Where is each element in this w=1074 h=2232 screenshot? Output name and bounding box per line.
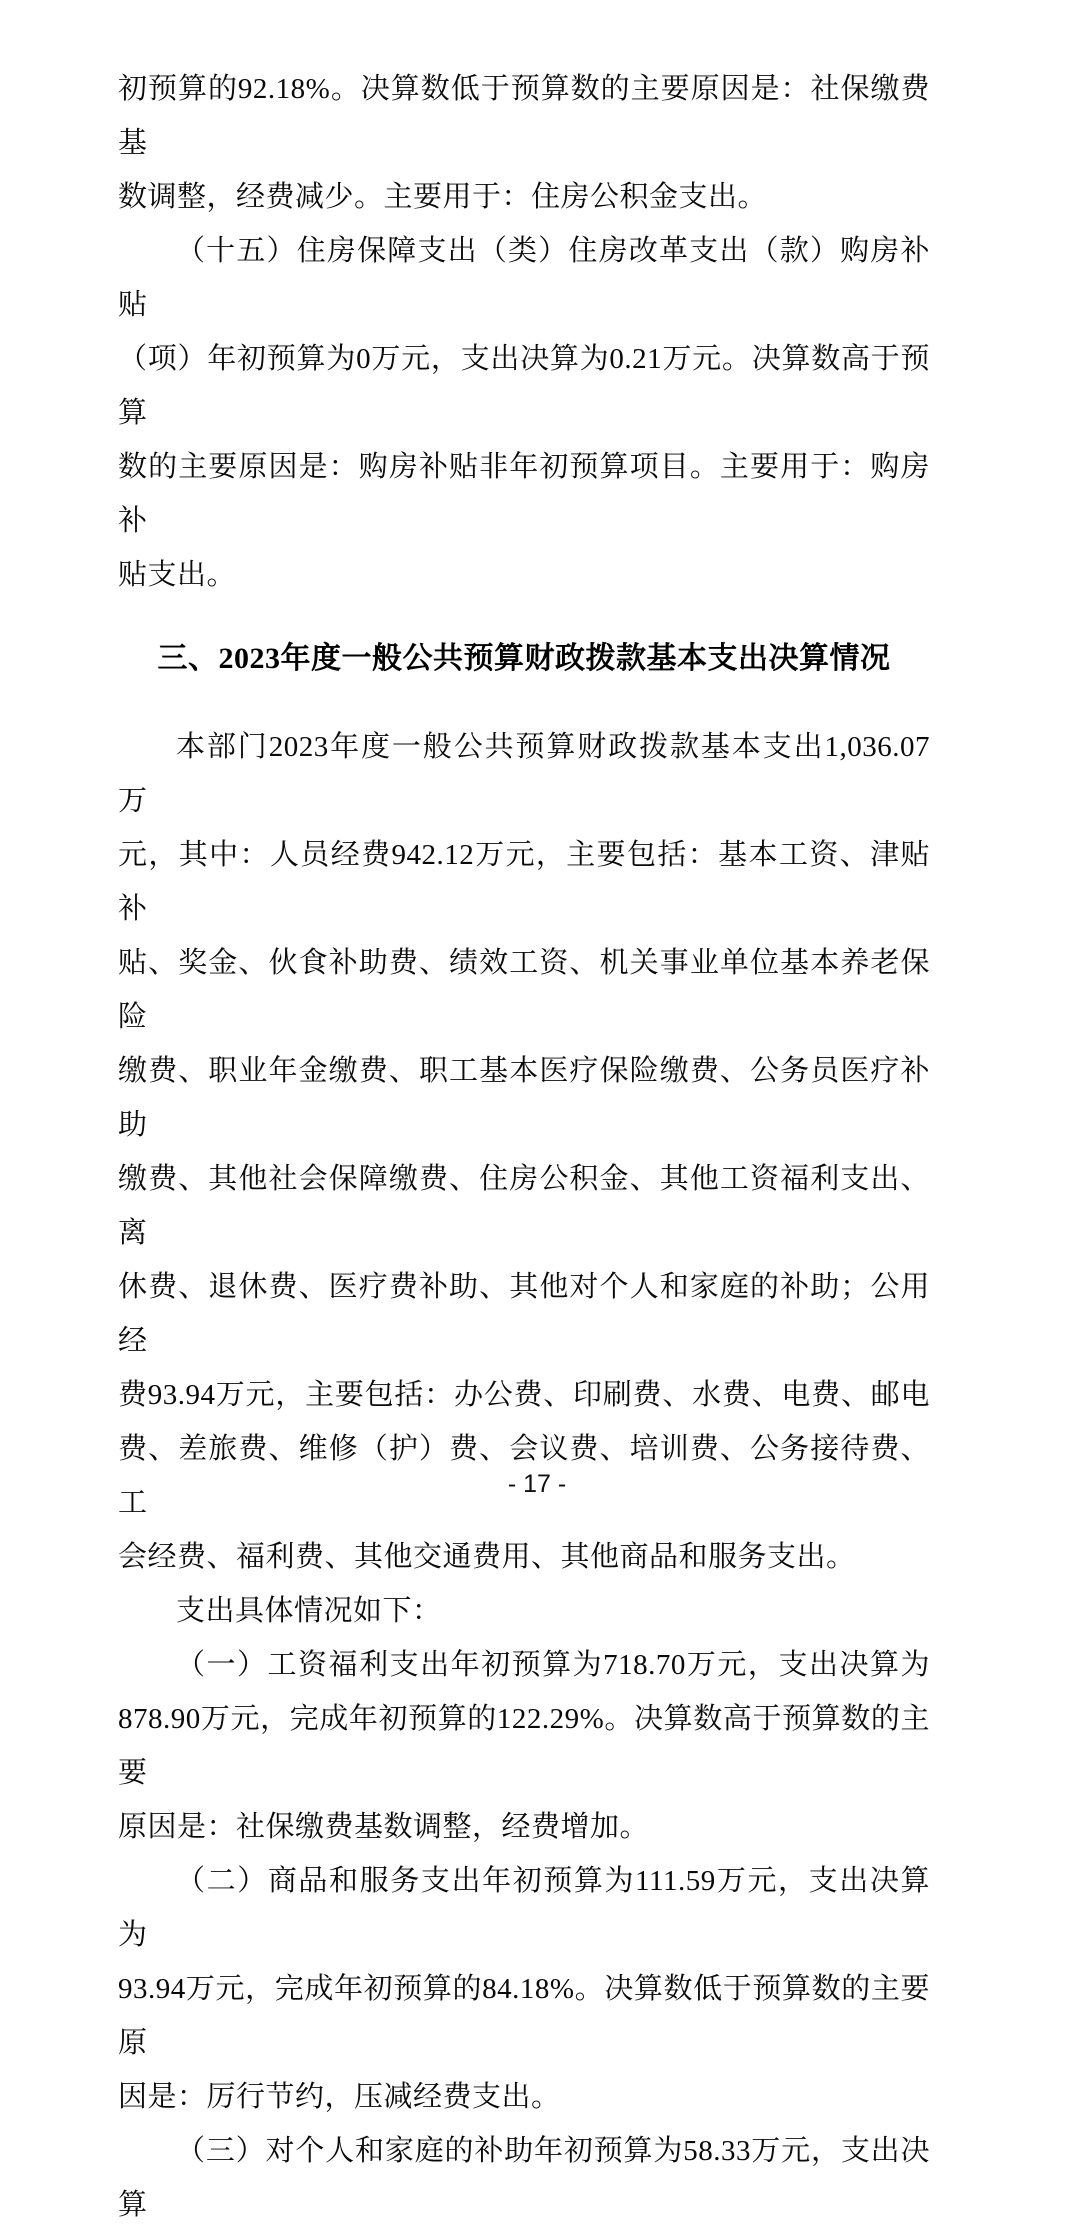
document-line: （三）对个人和家庭的补助年初预算为58.33万元，支出决算: [118, 2135, 930, 2221]
document-line: 93.94万元，完成年初预算的84.18%。决算数低于预算数的主要原: [118, 1973, 930, 2059]
document-line: （一）工资福利支出年初预算为718.70万元，支出决算为: [176, 1649, 930, 1681]
document-line: 费93.94万元，主要包括：办公费、印刷费、水费、电费、邮电: [118, 1379, 930, 1411]
document-line: （项）年初预算为0万元，支出决算为0.21万元。决算数高于预算: [118, 343, 930, 429]
document-line: 休费、退休费、医疗费补助、其他对个人和家庭的补助；公用经: [118, 1271, 930, 1357]
section-heading: 三、2023年度一般公共预算财政拨款基本支出决算情况: [157, 642, 891, 675]
document-line: 本部门2023年度一般公共预算财政拨款基本支出1,036.07万: [118, 731, 930, 817]
document-line: （二）商品和服务支出年初预算为111.59万元，支出决算为: [118, 1865, 930, 1951]
document-line: 会经费、福利费、其他交通费用、其他商品和服务支出。: [118, 1541, 856, 1573]
document-line: 支出具体情况如下：: [176, 1595, 442, 1627]
document-line: 缴费、其他社会保障缴费、住房公积金、其他工资福利支出、离: [118, 1163, 930, 1249]
document-line: 费、差旅费、维修（护）费、会议费、培训费、公务接待费、工: [118, 1433, 930, 1519]
document-line: 878.90万元，完成年初预算的122.29%。决算数高于预算数的主要: [118, 1703, 930, 1789]
document-line: 缴费、职业年金缴费、职工基本医疗保险缴费、公务员医疗补助: [118, 1055, 930, 1141]
page-number: - 17 -: [507, 1470, 567, 1498]
document-content: [118, 62, 930, 2232]
document-line: 元，其中：人员经费942.12万元，主要包括：基本工资、津贴补: [118, 839, 930, 925]
document-line: 贴支出。: [118, 559, 237, 591]
document-line: （十五）住房保障支出（类）住房改革支出（款）购房补贴: [118, 235, 930, 321]
document-line: 数调整，经费减少。主要用于：住房公积金支出。: [118, 181, 768, 213]
document-line: 原因是：社保缴费基数调整，经费增加。: [118, 1811, 650, 1843]
document-line: 初预算的92.18%。决算数低于预算数的主要原因是：社保缴费基: [118, 73, 930, 159]
document-line: 因是：厉行节约，压减经费支出。: [118, 2081, 561, 2113]
document-line: 贴、奖金、伙食补助费、绩效工资、机关事业单位基本养老保险: [118, 947, 930, 1033]
document-line: 数的主要原因是：购房补贴非年初预算项目。主要用于：购房补: [118, 451, 930, 537]
